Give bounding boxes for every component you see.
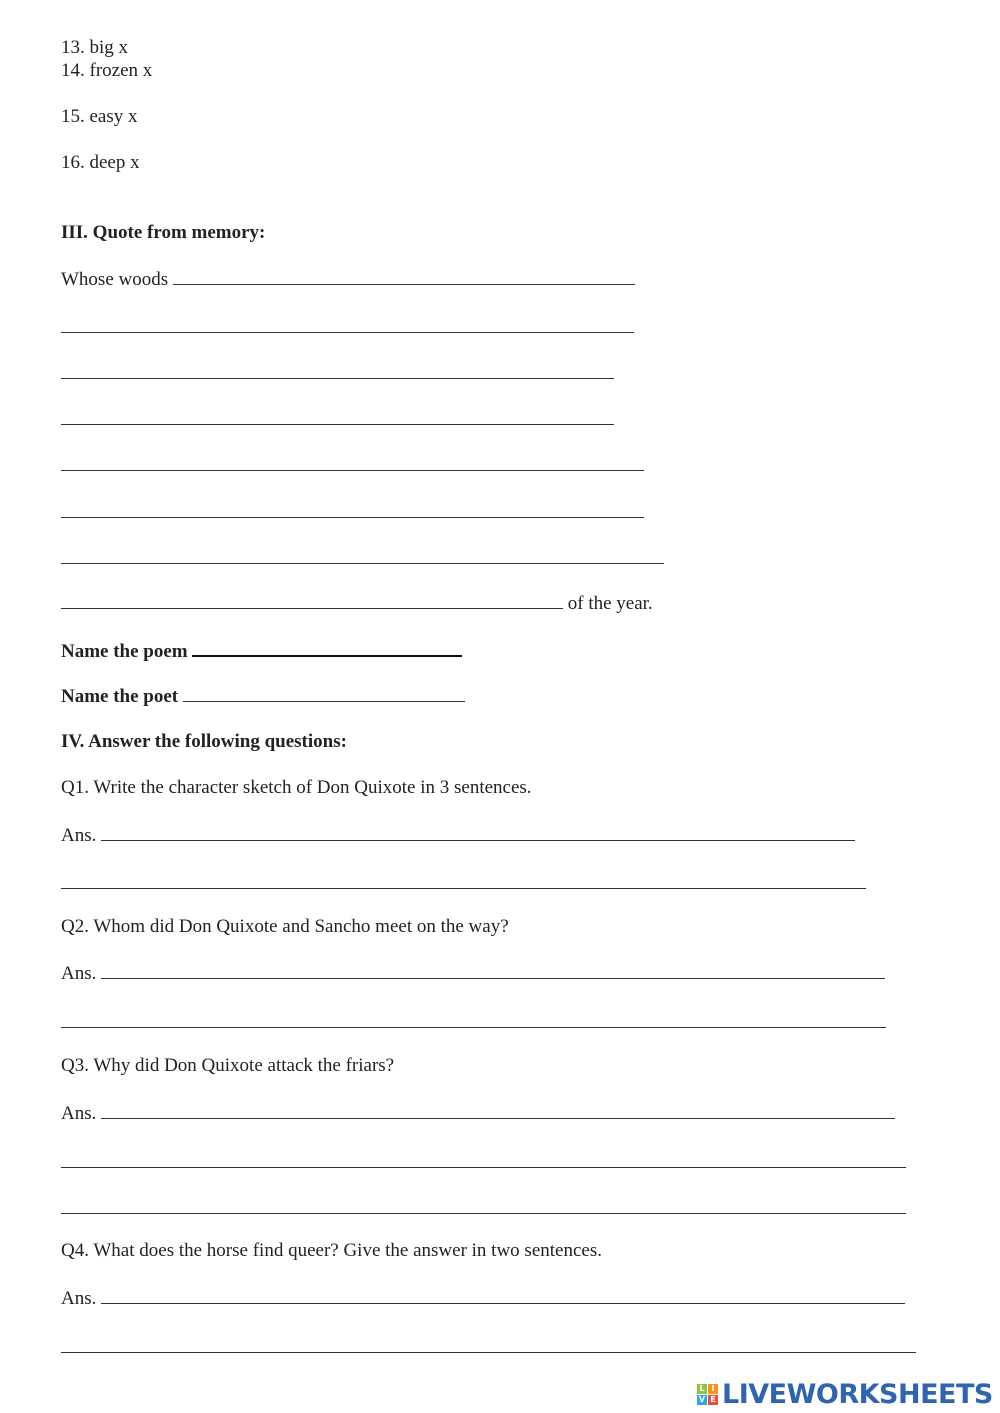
vocab-item-16: 16. deep x <box>61 152 140 173</box>
question-2: Q2. Whom did Don Quixote and Sancho meet on the way? <box>61 916 509 937</box>
answer-blank-q2-1[interactable] <box>101 962 885 979</box>
name-poem-label: Name the poem <box>61 641 188 662</box>
poem-line-blank-3[interactable] <box>61 378 614 379</box>
poem-start-text: Whose woods <box>61 269 169 290</box>
question-4: Q4. What does the horse find queer? Give the answer in two sentences. <box>61 1240 602 1261</box>
answer-blank-q3-3[interactable] <box>61 1213 906 1214</box>
poem-line-blank-2[interactable] <box>61 332 634 333</box>
poem-line-blank-4[interactable] <box>61 424 614 425</box>
liveworksheets-logo-icon: L I V E <box>697 1384 718 1405</box>
poem-last-line <box>61 592 653 615</box>
answer-blank-q2-2[interactable] <box>61 1027 886 1028</box>
answer-blank-q1-2[interactable] <box>61 888 866 889</box>
answer-row-q4 <box>61 1287 905 1310</box>
answer-blank-q3-1[interactable] <box>101 1102 895 1119</box>
vocab-item-13: 13. big x <box>61 37 129 58</box>
answer-label: Ans. <box>61 963 97 984</box>
answer-row-q2 <box>61 962 885 985</box>
vocab-item-15: 15. easy x <box>61 106 138 127</box>
poem-first-line <box>61 268 635 291</box>
answer-blank-q1-1[interactable] <box>101 824 855 841</box>
answer-label: Ans. <box>61 1103 97 1124</box>
poem-line-blank-1[interactable] <box>173 268 635 285</box>
poem-end-text: of the year. <box>567 593 653 614</box>
answer-blank-q3-2[interactable] <box>61 1167 906 1168</box>
question-3: Q3. Why did Don Quixote attack the friars? <box>61 1055 395 1076</box>
vocab-item-14: 14. frozen x <box>61 60 153 81</box>
poem-line-blank-5[interactable] <box>61 470 644 471</box>
question-1: Q1. Write the character sketch of Don Quixote in 3 sentences. <box>61 777 532 798</box>
poem-line-blank-7[interactable] <box>61 563 664 564</box>
poem-line-blank-8[interactable] <box>61 592 563 609</box>
answer-row-q1 <box>61 824 855 847</box>
answer-label: Ans. <box>61 825 97 846</box>
answer-label: Ans. <box>61 1288 97 1309</box>
name-poet-label: Name the poet <box>61 686 179 707</box>
answer-row-q3 <box>61 1102 895 1125</box>
section-heading-questions: IV. Answer the following questions: <box>61 731 347 752</box>
section-heading-quote: III. Quote from memory: <box>61 222 266 243</box>
answer-blank-q4-1[interactable] <box>101 1287 905 1304</box>
liveworksheets-logo-text: LIVEWORKSHEETS <box>722 1378 993 1410</box>
liveworksheets-logo <box>697 1378 993 1410</box>
name-poet-blank[interactable] <box>183 685 465 702</box>
name-poet-row <box>61 685 465 708</box>
poem-line-blank-6[interactable] <box>61 517 644 518</box>
name-poem-blank[interactable] <box>192 639 462 657</box>
answer-blank-q4-2[interactable] <box>61 1352 916 1353</box>
name-poem-row <box>61 639 462 663</box>
